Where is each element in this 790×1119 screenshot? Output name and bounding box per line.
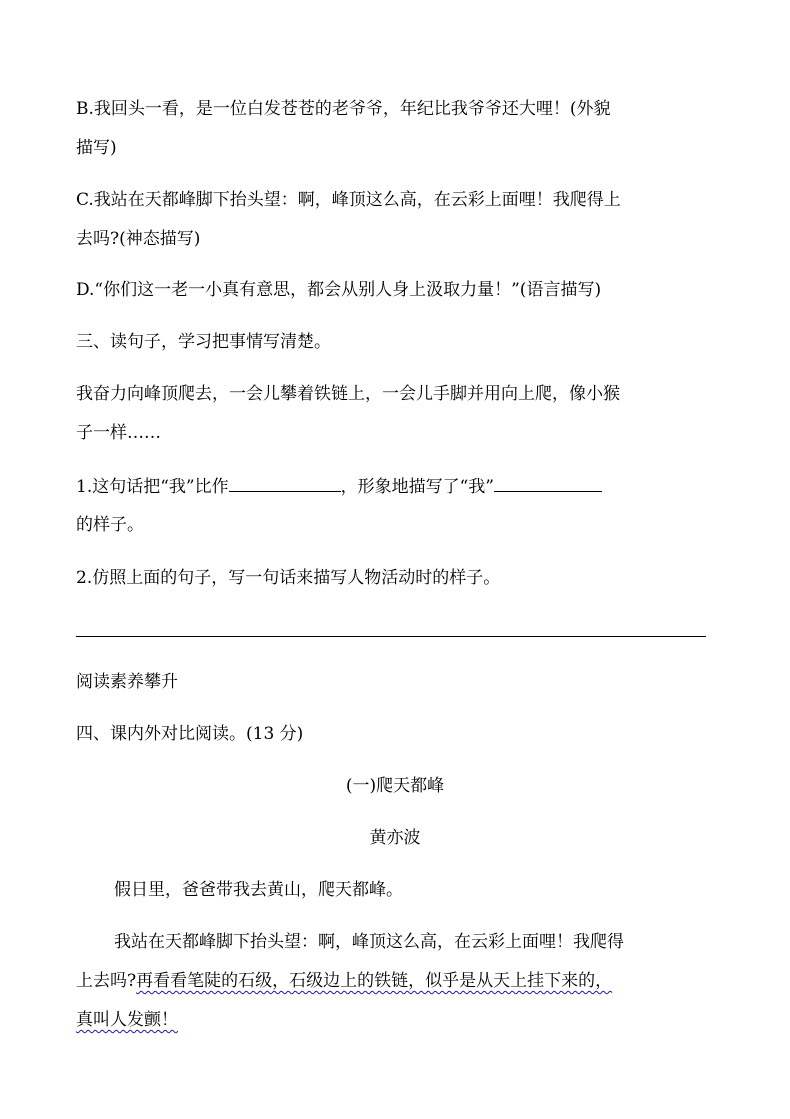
section-3-heading: 三、读句子，学习把事情写清楚。: [76, 332, 331, 352]
section-4-heading: 四、课内外对比阅读。(13 分): [76, 724, 304, 744]
example-sentence-line-2: 子一样……: [76, 423, 161, 443]
wavy-underlined-text-1: 再看看笔陡的石级，石级边上的铁链，似乎是从天上挂下来的，: [136, 971, 613, 991]
option-c-line-1: C.我站在天都峰脚下抬头望：啊，峰顶这么高，在云彩上面哩！我爬得上: [76, 190, 621, 210]
passage-title: (一)爬天都峰: [345, 776, 445, 796]
question-1-text-a: 1.这句话把“我”比作: [76, 477, 229, 497]
paragraph-2-line-3: [76, 1009, 178, 1031]
paragraph-2-line-1: 我站在天都峰脚下抬头望：啊，峰顶这么高，在云彩上面哩！我爬得: [114, 932, 624, 952]
paragraph-2-plain-text: 上去吗?: [76, 971, 137, 991]
answer-blank-1[interactable]: [229, 475, 341, 492]
option-b-line-2: 描写): [76, 138, 117, 158]
question-2: 2.仿照上面的句子，写一句话来描写人物活动时的样子。: [76, 568, 501, 588]
question-1-line-2: 的样子。: [76, 515, 144, 535]
section-category: 阅读素养攀升: [76, 672, 178, 692]
option-d-line-1: D.“你们这一老一小真有意思，都会从别人身上汲取力量！”(语言描写): [76, 280, 602, 300]
wavy-underlined-text-2: 真叫人发颤！: [76, 1010, 178, 1030]
option-b-line-1: B.我回头一看，是一位白发苍苍的老爷爷，年纪比我爷爷还大哩！(外貌: [76, 99, 611, 119]
question-1-line-1: [76, 475, 602, 498]
question-1-text-b: ，形象地描写了“我”: [340, 477, 494, 497]
passage-author: 黄亦波: [369, 828, 421, 848]
answer-blank-2[interactable]: [494, 475, 602, 492]
example-sentence-line-1: 我奋力向峰顶爬去，一会儿攀着铁链上，一会儿手脚并用向上爬，像小猴: [76, 384, 620, 404]
answer-line[interactable]: [76, 636, 706, 637]
paragraph-2-line-2: [76, 970, 612, 992]
option-c-line-2: 去吗?(神态描写): [76, 229, 201, 249]
paragraph-1: 假日里，爸爸带我去黄山，爬天都峰。: [114, 880, 403, 900]
